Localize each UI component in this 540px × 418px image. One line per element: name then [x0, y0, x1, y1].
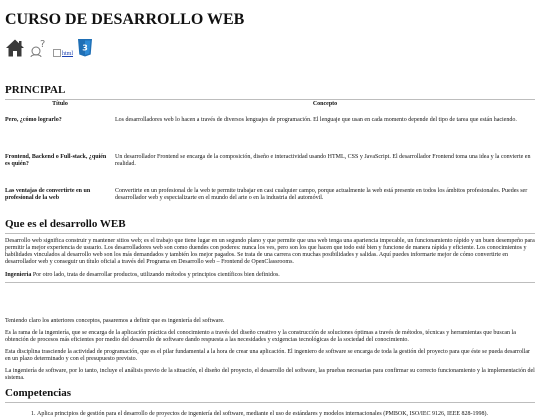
competencias-list — [5, 411, 535, 418]
home-icon[interactable] — [5, 38, 25, 58]
row-concept: Los desarrolladores web lo hacen a través de diversos lenguajes de programación. El lenguaje que usan en cada momento depende del tipo de tarea que están haciendo. — [115, 117, 517, 123]
css3-icon[interactable] — [77, 38, 93, 58]
ingenieria-term: Ingenieria — [5, 272, 32, 278]
html-link[interactable] — [53, 49, 73, 57]
concepts-table — [5, 100, 535, 218]
row-concept: Un desarrollador Frontend se encarga de la composición, diseño e interactividad usando HTML, CSS y JavaScript. El desarrollador Frontend toma una idea y la convierte en realidad. — [115, 154, 531, 167]
row-title: Las ventajas de convertirte en un profesional de la web — [5, 188, 91, 201]
table-row — [5, 149, 535, 184]
page-title: CURSO DE DESARROLLO WEB — [5, 11, 245, 28]
divider — [5, 402, 535, 403]
column-header-concepto: Concepto — [312, 101, 338, 107]
section-title-principal: PRINCIPAL — [5, 84, 66, 96]
broken-image-icon — [53, 49, 61, 57]
software-paragraph: Esta disciplina trasciende la actividad de programación, que es el pilar fundamental a la hora de crear una aplicación. El ingeniero de software se encarga de toda la gestión del proyecto para que éste se pueda desarrollar en un plazo determinado y con el presupuesto previsto. — [5, 349, 530, 362]
divider — [5, 233, 535, 234]
row-concept: Convertirte en un profesional de la web te permite trabajar en casi cualquier campo, porque actualmente la web está presente en todos los ámbitos profesionales. Puedes ser desarrollador web y especializarte en el mundo del arte o en la industria del automóvil. — [115, 188, 528, 201]
ingenieria-definition: Por otro lado, trata de desarrollar productos, utilizando métodos y principios científicos bien definidos. — [31, 272, 280, 278]
section-title-competencias: Competencias — [5, 387, 71, 399]
software-paragraph: La ingeniería de software, por lo tanto, incluye el análisis previo de la situación, el diseño del proyecto, el desarrollo del software, las pruebas necesarias para confirmar su correcto funcionamiento y la implementación del sistema. — [5, 368, 535, 381]
help-icon[interactable] — [29, 38, 49, 58]
row-title: Frontend, Backend o Full-stack, ¿quién es quién? — [5, 154, 107, 167]
svg-text:3: 3 — [82, 43, 88, 53]
row-title: Pero, ¿cómo lograrlo? — [5, 117, 62, 123]
software-section — [5, 318, 535, 382]
table-row — [5, 109, 535, 149]
svg-text:?: ? — [40, 39, 46, 50]
section-title-que-es: Que es el desarrollo WEB — [5, 218, 126, 230]
software-paragraph: Teniendo claro los anteriores conceptos, pasaremos a definir que es ingeniería del software. — [5, 318, 225, 324]
table-row — [5, 184, 535, 218]
column-header-titulo: Título — [52, 101, 68, 107]
html-link-label: html — [62, 51, 74, 57]
icon-bar — [5, 34, 535, 58]
ingenieria-paragraph — [5, 272, 535, 279]
software-paragraph: Es la rama de la ingeniería, que se encarga de la aplicación práctica del conocimiento a través del diseño creativo y la construcción de soluciones óptimas a través de métodos, técnicas y herramientas que buscan la obtención de procesos más eficientes por medio del desarrollo de software dando respuesta a las necesidades y exigencias tecnológicas de la sociedad del conocimiento. — [5, 330, 516, 343]
intro-paragraph: Desarrollo web significa construir y mantener sitios web; es el trabajo que tiene lugar en un segundo plano y que permite que una web tenga una apariencia impecable, un funcionamiento rápido y un buen desempeño para permitir la mejor experiencia de usuario. Los desarrolladores web son como duendes con poderes: nunca los ves, pero son los que hacen que todo esté bien y funcione de manera rápida y eficiente. Los conocimientos y habilidades vinculados al desarrollo web son los más demandados y también los mejor pagados. Se trata de una carrera con muchas posibilidades y salidas. Aquí puedes informarte mejor de cómo convertirte en desarrollador web y conseguir un título oficial a través del Programa en Desarrollo web – Frontend de OpenClassrooms. — [5, 238, 535, 265]
list-item: 1. Aplica principios de gestión para el desarrollo de proyectos de ingeniería del software, mediante el uso de estándares y modelos internacionales (PMBOK, ISO/IEC 9126, IEEE 828-1998). — [37, 411, 535, 418]
